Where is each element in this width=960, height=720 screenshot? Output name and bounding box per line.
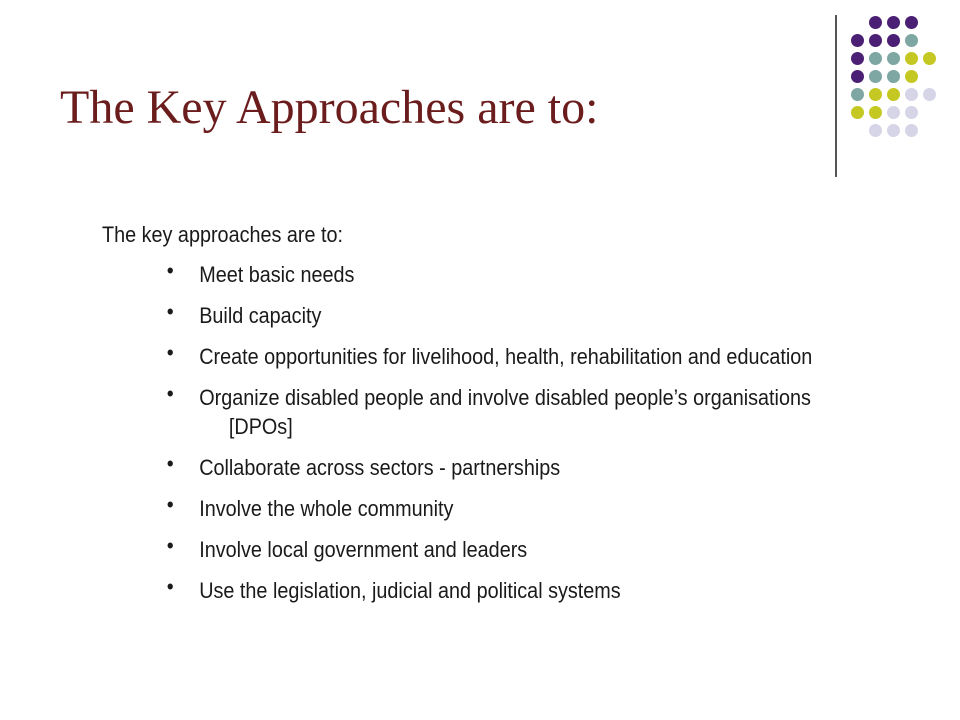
bullet-icon: • — [166, 492, 174, 517]
bullet-text — [199, 535, 822, 564]
decorative-dot — [923, 88, 936, 101]
bullet-icon: • — [166, 533, 174, 558]
decorative-dot — [887, 34, 900, 47]
bullet-icon: • — [166, 258, 174, 283]
decorative-dot — [887, 16, 900, 29]
decorative-dot — [869, 52, 882, 65]
decorative-dot — [869, 16, 882, 29]
bullet-item — [102, 342, 822, 371]
bullet-text — [199, 342, 822, 371]
decorative-dot — [923, 52, 936, 65]
bullet-icon: • — [166, 340, 174, 365]
decorative-dot — [869, 124, 882, 137]
bullet-list — [102, 260, 822, 605]
bullet-text-line: Involve the whole community — [199, 496, 454, 521]
bullet-icon: • — [166, 381, 174, 406]
decorative-dot — [905, 52, 918, 65]
decorative-dot — [869, 88, 882, 101]
decorative-dot — [851, 34, 864, 47]
bullet-text-line: Involve local government and leaders — [199, 537, 528, 562]
decorative-dot — [851, 70, 864, 83]
bullet-text-line: Create opportunities for livelihood, health, rehabilitation and education — [199, 344, 813, 369]
decorative-dot — [851, 88, 864, 101]
bullet-text — [199, 576, 822, 605]
decorative-dot — [905, 16, 918, 29]
bullet-text-line: Build capacity — [199, 303, 322, 328]
decorative-dot — [905, 88, 918, 101]
bullet-icon: • — [166, 574, 174, 599]
bullet-item — [102, 383, 822, 441]
decorative-dot — [887, 88, 900, 101]
bullet-text-line: Use the legislation, judicial and political systems — [199, 578, 621, 603]
title-divider-line — [835, 15, 837, 177]
decorative-dot — [905, 124, 918, 137]
decorative-dot — [869, 70, 882, 83]
decorative-dot — [905, 70, 918, 83]
decorative-dot — [851, 52, 864, 65]
bullet-icon: • — [166, 299, 174, 324]
bullet-text-line: Collaborate across sectors - partnerships — [199, 455, 561, 480]
bullet-text-line: [DPOs] — [228, 414, 293, 439]
bullet-item — [102, 494, 822, 523]
slide-content-image — [102, 224, 822, 617]
bullet-text — [199, 301, 822, 330]
decorative-dot — [869, 34, 882, 47]
decorative-dot — [887, 106, 900, 119]
bullet-text — [199, 383, 822, 441]
decorative-dot — [869, 106, 882, 119]
bullet-text — [199, 494, 822, 523]
intro-text: The key approaches are to: — [102, 222, 344, 247]
decorative-dot — [887, 52, 900, 65]
decorative-dot — [887, 70, 900, 83]
decorative-dot — [851, 106, 864, 119]
bullet-item — [102, 576, 822, 605]
bullet-item — [102, 301, 822, 330]
bullet-icon: • — [166, 451, 174, 476]
decorative-dot — [905, 34, 918, 47]
bullet-text-line: Organize disabled people and involve disabled people’s organisations — [199, 385, 811, 410]
bullet-item — [102, 453, 822, 482]
bullet-text-line: Meet basic needs — [199, 262, 355, 287]
bullet-item — [102, 535, 822, 564]
bullet-item — [102, 260, 822, 289]
bullet-text — [199, 260, 822, 289]
decorative-dot — [905, 106, 918, 119]
bullet-text — [199, 453, 822, 482]
slide-title: The Key Approaches are to: — [60, 81, 599, 134]
decorative-dot — [887, 124, 900, 137]
